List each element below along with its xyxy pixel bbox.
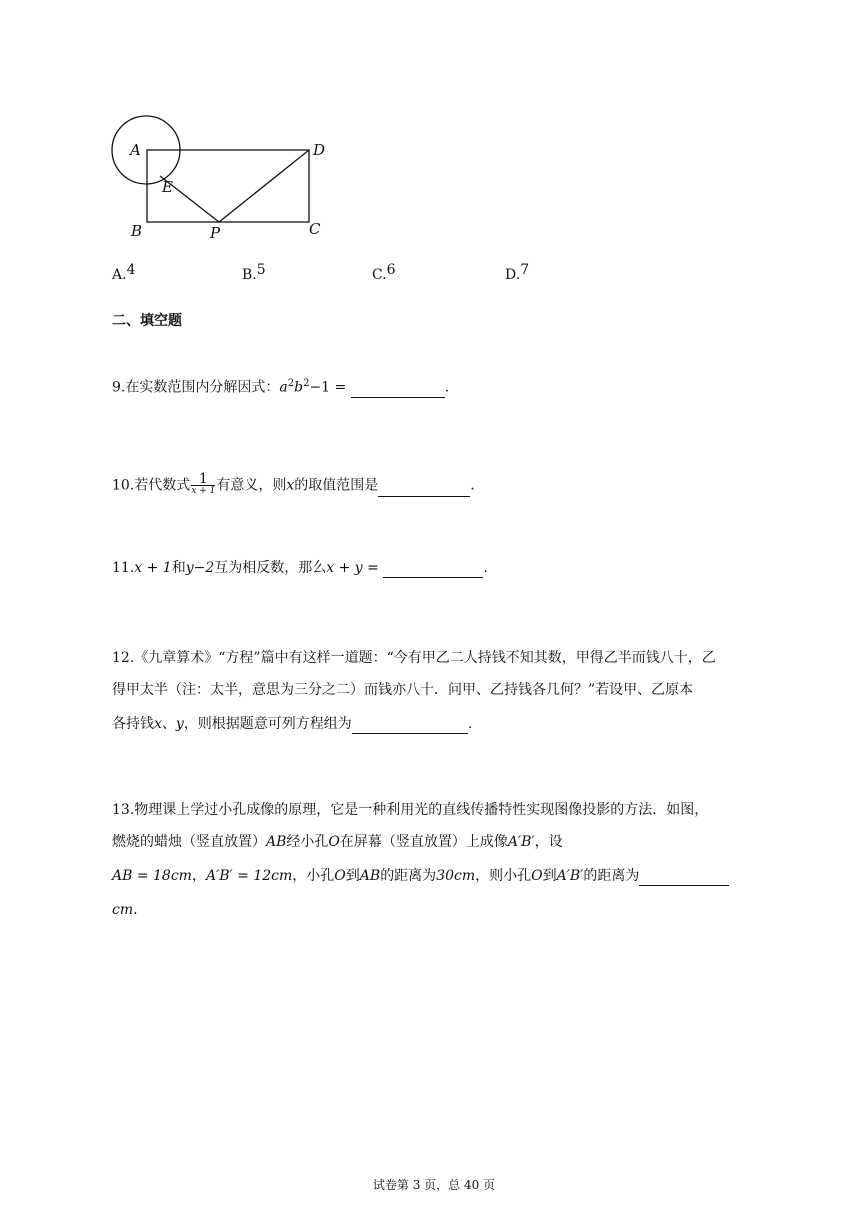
q9-sup-b: 2	[303, 378, 310, 389]
choice-value: 6	[386, 262, 396, 278]
section-title: 二、填空题	[112, 313, 182, 329]
choice-letter: A.	[112, 267, 127, 283]
q13-l3-g: 的距离为	[583, 868, 640, 884]
answer-blank[interactable]	[351, 383, 445, 398]
q13-l2-a: 燃烧的蜡烛（竖直放置）	[112, 834, 266, 850]
q12-suffix: .	[467, 716, 473, 732]
q10-var: x	[286, 477, 295, 494]
q11-expr-3: x + y =	[326, 560, 379, 576]
q13-l3-sep: ，	[191, 868, 206, 884]
page-footer: 试卷第 3 页，总 40 页	[372, 1178, 496, 1192]
label-d: D	[313, 141, 326, 159]
q9-suffix: .	[444, 379, 450, 396]
question-13-line-3	[112, 866, 729, 886]
q13-l3-f: 到	[542, 868, 557, 884]
choice-c	[372, 262, 396, 285]
choice-b	[242, 262, 266, 285]
answer-blank[interactable]	[378, 482, 470, 497]
q13-l3-a: ，小孔	[292, 868, 335, 884]
q10-middle: 有意义，则	[216, 477, 287, 494]
choice-letter: D.	[505, 267, 521, 283]
question-11	[112, 558, 488, 578]
q13-l3-ab: AB	[359, 868, 381, 884]
q9-expr-rest: −1 =	[309, 379, 347, 396]
q13-l3-o2: O	[531, 868, 543, 884]
q10-after: 的取值范围是	[294, 477, 379, 494]
q13-l3-b: 到	[345, 868, 360, 884]
q13-l2-ab: AB	[266, 834, 287, 850]
question-13-line-2	[112, 832, 563, 852]
answer-blank[interactable]	[639, 871, 729, 886]
q9-var-b: b	[294, 379, 304, 396]
label-b: B	[131, 222, 143, 240]
q12-line3-a: 各持钱	[112, 716, 154, 732]
question-13-line-1: 13.物理课上学过小孔成像的原理，它是一种利用光的直线传播特性实现图像投影的方法．如图，	[112, 802, 709, 818]
q10-suffix: .	[470, 477, 475, 494]
answer-blank[interactable]	[352, 719, 468, 734]
q13-l3-o: O	[334, 868, 346, 884]
question-12-line-3	[112, 714, 472, 734]
label-p: P	[210, 224, 221, 242]
choice-value: 5	[256, 262, 266, 278]
label-e: E	[162, 178, 173, 196]
q12-line3-b: ，则根据题意可列方程组为	[183, 716, 352, 732]
q13-l3-c: 的距离为	[380, 868, 437, 884]
q11-expr-2: y−2	[185, 560, 215, 576]
label-c: C	[309, 220, 321, 238]
label-a: A	[130, 141, 141, 159]
q13-l2-c: 在屏幕（竖直放置）上成像	[339, 834, 508, 850]
choice-d	[505, 262, 530, 285]
q13-l3-e2: A′B′ = 12cm	[205, 868, 293, 884]
q13-l3-ab2: A′B′	[556, 868, 584, 884]
q9-sup-a: 2	[287, 378, 295, 389]
q13-suffix: .	[133, 902, 138, 918]
q11-mid: 互为相反数，那么	[214, 560, 327, 576]
q10-frac-num: 1	[191, 474, 215, 486]
q11-suffix: .	[483, 560, 488, 576]
choice-letter: B.	[242, 267, 257, 283]
question-13-line-4	[112, 900, 138, 920]
question-12-line-2: 得甲太半（注：太半，意思为三分之二）而钱亦八十．问甲、乙持钱各几何？”若设甲、乙原本	[112, 682, 694, 698]
q10-prefix: 10.若代数式	[112, 477, 191, 494]
q13-l3-e1: AB = 18cm	[112, 868, 192, 884]
q13-l3-d: 30cm	[436, 868, 476, 884]
q13-l2-o: O	[328, 834, 340, 850]
q10-fraction	[191, 471, 216, 497]
geometry-figure	[100, 112, 340, 247]
question-12-line-1: 12.《九章算术》“方程”篇中有这样一道题：“今有甲乙二人持钱不知其数，甲得乙半而钱八十，乙	[112, 650, 716, 666]
q9-prefix: 9.在实数范围内分解因式：	[112, 379, 280, 396]
question-10	[112, 471, 475, 497]
question-9	[112, 374, 449, 398]
choice-letter: C.	[372, 267, 387, 283]
q9-var-a: a	[279, 379, 288, 396]
q13-l2-b: 经小孔	[286, 834, 329, 850]
q13-l2-ab2: A′B′	[507, 834, 535, 850]
q13-l2-d: ，设	[534, 834, 563, 850]
q13-l3-e: ，则小孔	[475, 868, 532, 884]
choice-a	[112, 262, 136, 285]
segment-pd	[219, 150, 309, 222]
q11-and: 和	[171, 560, 186, 576]
q11-prefix: 11.	[112, 560, 135, 576]
q11-expr-1: x + 1	[134, 560, 172, 576]
choice-value: 7	[520, 262, 530, 278]
choice-value: 4	[126, 262, 136, 278]
q10-frac-den: x + 1	[191, 486, 216, 496]
answer-blank[interactable]	[383, 563, 483, 578]
q12-vars: x、y	[154, 716, 184, 732]
q13-unit: cm	[112, 902, 134, 918]
